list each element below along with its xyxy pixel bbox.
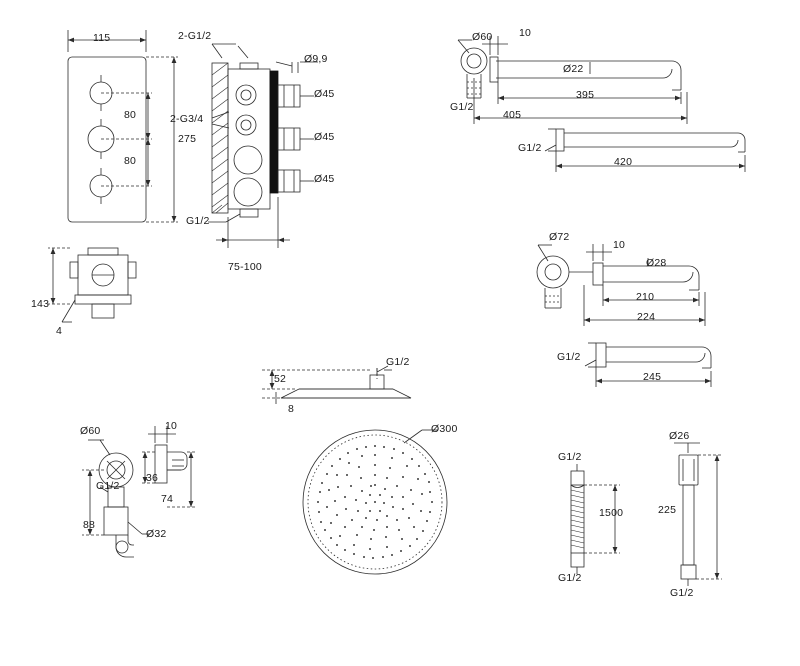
label-handset-length: 225	[658, 504, 677, 516]
label-hose-thread-bottom: G1/2	[558, 572, 582, 584]
label-spout-len-inner: 210	[636, 291, 655, 303]
label-arm2-thread: G1/2	[518, 142, 542, 154]
label-arm-len-inner: 395	[576, 89, 595, 101]
label-holder-h2: 74	[161, 493, 174, 505]
label-thermostat-height: 275	[178, 133, 197, 145]
label-thermostat-spacing-2: 80	[124, 155, 137, 167]
label-spout2-len: 245	[643, 371, 662, 383]
label-head-offset: 52	[274, 373, 287, 385]
label-hose-thread-top: G1/2	[558, 451, 582, 463]
label-holder-h1: 36	[146, 472, 159, 484]
label-arm-tube-dia: Ø22	[563, 63, 584, 75]
label-bracket-height: 143	[31, 298, 50, 310]
label-spout-flange-dia: Ø72	[549, 231, 570, 243]
label-body-thread-bottom: G1/2	[186, 215, 210, 227]
label-arm-len-total: 405	[503, 109, 522, 121]
label-hose-length: 1500	[599, 507, 624, 519]
label-spout-flange-depth: 10	[613, 239, 626, 251]
label-head-thread: G1/2	[386, 356, 410, 368]
label-arm-flange-depth: 10	[519, 27, 532, 39]
label-handset-thread: G1/2	[670, 587, 694, 599]
label-bracket-base: 4	[56, 325, 63, 337]
label-body-depth: 75-100	[228, 261, 262, 273]
label-head-dia: Ø300	[431, 423, 458, 435]
spray-holes	[317, 445, 433, 559]
label-body-hole: Ø9,9	[304, 53, 328, 65]
label-body-outlet-3: Ø45	[314, 173, 335, 185]
label-body-thread-top: 2-G1/2	[178, 30, 212, 42]
label-body-outlet-1: Ø45	[314, 88, 335, 100]
label-outlet-tube-dia: Ø32	[146, 528, 167, 540]
label-body-outlet-2: Ø45	[314, 131, 335, 143]
label-outlet-drop: 88	[83, 519, 96, 531]
label-holder-depth: 10	[165, 420, 178, 432]
label-spout-tube-dia: Ø28	[646, 257, 667, 269]
label-handset-dia: Ø26	[669, 430, 690, 442]
thermostat-plate	[68, 57, 146, 222]
label-arm2-len: 420	[614, 156, 633, 168]
label-arm-thread: G1/2	[450, 101, 474, 113]
label-outlet-thread: G1/2	[96, 480, 120, 492]
label-head-thickness: 8	[288, 403, 295, 415]
label-outlet-flange-dia: Ø60	[80, 425, 101, 437]
label-body-thread-mid: 2-G3/4	[170, 113, 204, 125]
label-thermostat-width: 115	[93, 32, 111, 44]
label-arm-flange-dia: Ø60	[472, 31, 493, 43]
label-thermostat-spacing-1: 80	[124, 109, 137, 121]
label-spout-len-total: 224	[637, 311, 656, 323]
label-spout2-thread: G1/2	[557, 351, 581, 363]
